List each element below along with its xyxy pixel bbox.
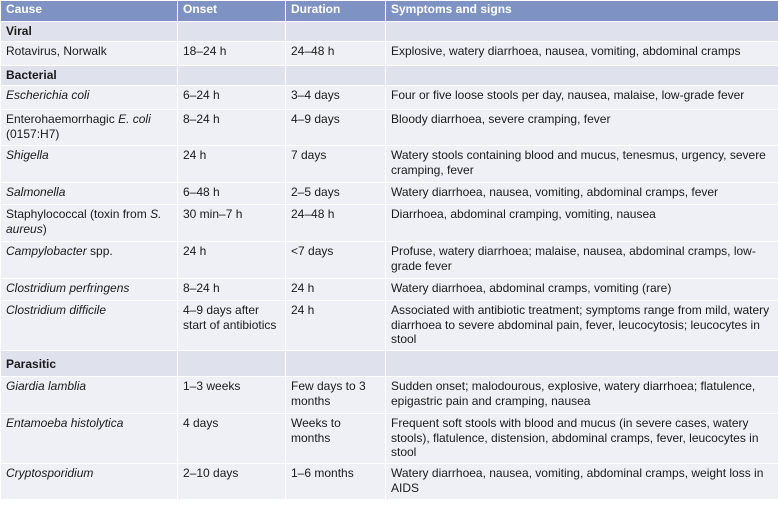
duration-cell: 24 h [286,279,386,301]
table-row [1,205,778,242]
section-label: Viral [1,22,178,42]
onset-cell: 8–24 h [178,279,286,301]
section-viral [1,22,778,42]
cause-cell: Staphylococcal (toxin from S. aureus) [1,205,178,242]
cause-cell: Rotavirus, Norwalk [1,42,178,66]
duration-cell: <7 days [286,242,386,279]
table-row [1,414,778,464]
symptoms-cell: Sudden onset; malodourous, explosive, watery diarrhoea; flatulence, epigastric pain and cramping, nausea [386,377,778,414]
duration-cell: 1–6 months [286,464,386,500]
symptoms-cell: Watery stools containing blood and mucus, tenesmus, urgency, severe cramping, fever [386,146,778,183]
onset-cell: 2–10 days [178,464,286,500]
table-row [1,146,778,183]
cause-cell: Escherichia coli [1,86,178,110]
onset-cell: 24 h [178,242,286,279]
onset-cell: 6–24 h [178,86,286,110]
onset-cell: 8–24 h [178,110,286,146]
table-row [1,301,778,351]
table-row [1,42,778,66]
table-row [1,377,778,414]
section-parasitic [1,351,778,377]
table-row [1,183,778,205]
header-cause: Cause [1,1,178,22]
duration-cell: 4–9 days [286,110,386,146]
cause-cell: Giardia lamblia [1,377,178,414]
duration-cell: 3–4 days [286,86,386,110]
section-label: Bacterial [1,66,178,86]
header-onset: Onset [178,1,286,22]
cause-cell: Enterohaemorrhagic E. coli (0157:H7) [1,110,178,146]
symptoms-cell: Four or five loose stools per day, nausea, malaise, low-grade fever [386,86,778,110]
symptoms-cell: Associated with antibiotic treatment; symptoms range from mild, watery diarrhoea to severe abdominal pain, fever, leucocytosis; leucocytes in stool [386,301,778,351]
duration-cell: Few days to 3 months [286,377,386,414]
onset-cell: 4 days [178,414,286,464]
duration-cell: 24 h [286,301,386,351]
duration-cell: 2–5 days [286,183,386,205]
table-row [1,110,778,146]
duration-cell: 7 days [286,146,386,183]
duration-cell: 24–48 h [286,205,386,242]
onset-cell: 24 h [178,146,286,183]
onset-cell: 1–3 weeks [178,377,286,414]
section-label: Parasitic [1,351,178,377]
header-duration: Duration [286,1,386,22]
onset-cell: 18–24 h [178,42,286,66]
cause-cell: Cryptosporidium [1,464,178,500]
symptoms-cell: Explosive, watery diarrhoea, nausea, vomiting, abdominal cramps [386,42,778,66]
table-row [1,86,778,110]
table-row [1,464,778,500]
symptoms-cell: Watery diarrhoea, nausea, vomiting, abdominal cramps, fever [386,183,778,205]
cause-cell: Clostridium perfringens [1,279,178,301]
duration-cell: 24–48 h [286,42,386,66]
cause-cell: Campylobacter spp. [1,242,178,279]
onset-cell: 6–48 h [178,183,286,205]
symptoms-cell: Profuse, watery diarrhoea; malaise, nausea, abdominal cramps, low-grade fever [386,242,778,279]
header-row [1,1,778,22]
symptoms-cell: Watery diarrhoea, nausea, vomiting, abdominal cramps, weight loss in AIDS [386,464,778,500]
symptoms-cell: Bloody diarrhoea, severe cramping, fever [386,110,778,146]
onset-cell: 30 min–7 h [178,205,286,242]
symptoms-cell: Frequent soft stools with blood and mucus (in severe cases, watery stools), flatulence, distension, abdominal cramps, fever, leucocytes in stool [386,414,778,464]
header-symptoms: Symptoms and signs [386,1,778,22]
cause-cell: Shigella [1,146,178,183]
cause-cell: Clostridium difficile [1,301,178,351]
table-row [1,242,778,279]
symptoms-cell: Diarrhoea, abdominal cramping, vomiting, nausea [386,205,778,242]
onset-cell: 4–9 days after start of antibiotics [178,301,286,351]
symptoms-cell: Watery diarrhoea, abdominal cramps, vomiting (rare) [386,279,778,301]
table-row [1,279,778,301]
duration-cell: Weeks to months [286,414,386,464]
cause-cell: Entamoeba histolytica [1,414,178,464]
section-bacterial [1,66,778,86]
cause-cell: Salmonella [1,183,178,205]
